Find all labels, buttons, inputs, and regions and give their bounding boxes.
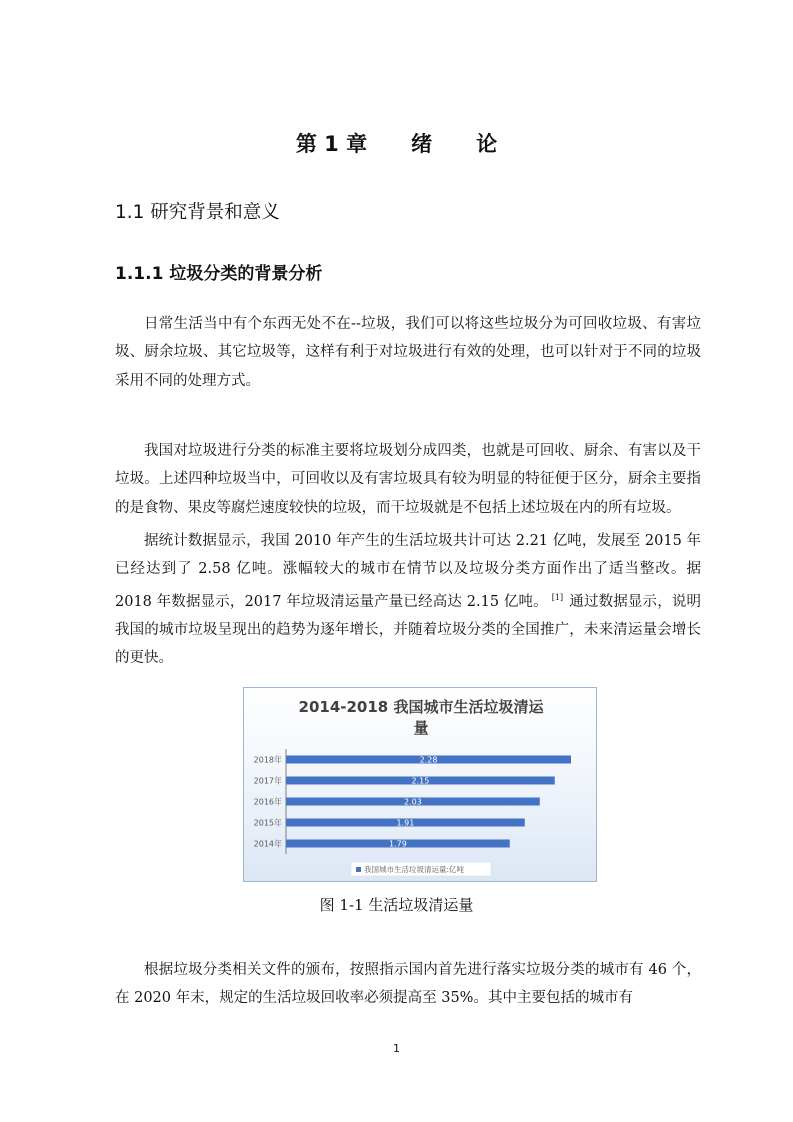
chapter-title bbox=[0, 128, 793, 158]
data-label-2018年: 2.28 bbox=[419, 755, 438, 765]
paragraph-3-text-a: 据统计数据显示，我国 2010 年产生的生活垃圾共计可达 2.21 亿吨，发展至 2015 年已经达到了 2.58 亿吨。涨幅较大的城市在情节以及垃圾分类方面作出了适当整改。据 2018 年数据显示，2017 年垃圾清运量产量已经高达 2.15 亿吨。 bbox=[115, 533, 701, 610]
bar-chart bbox=[244, 688, 598, 883]
data-label-2016年: 2.03 bbox=[403, 797, 422, 807]
paragraph-3 bbox=[115, 527, 701, 672]
data-label-2014年: 1.79 bbox=[388, 839, 407, 849]
citation-ref[interactable]: [1] bbox=[551, 592, 564, 602]
page-number: 1 bbox=[393, 1042, 400, 1055]
legend-swatch bbox=[356, 867, 361, 872]
paragraph-2: 我国对垃圾进行分类的标准主要将垃圾划分成四类，也就是可回收、厨余、有害以及干垃圾。上述四种垃圾当中，可回收以及有害垃圾具有较为明显的特征便于区分，厨余主要指的是食物、果皮等腐烂速度较快的垃圾，而干垃圾就是不包括上述垃圾在内的所有垃圾。 bbox=[115, 443, 701, 516]
data-label-2017年: 2.15 bbox=[411, 776, 430, 786]
chapter-number: 第 1 章 bbox=[295, 132, 368, 156]
tick-label-2016年: 2016年 bbox=[253, 797, 282, 807]
paragraph-1: 日常生活当中有个东西无处不在--垃圾，我们可以将这些垃圾分为可回收垃圾、有害垃圾、厨余垃圾、其它垃圾等，这样有利于对垃圾进行有效的处理，也可以针对于不同的垃圾采用不同的处理方式。 bbox=[115, 316, 701, 389]
chart-container bbox=[243, 687, 597, 882]
figure-caption: 图 1-1 生活垃圾清运量 bbox=[319, 896, 474, 914]
chapter-title-part-a: 绪 bbox=[411, 132, 433, 156]
chart-title-line-1: 2014-2018 我国城市生活垃圾清运 bbox=[298, 698, 544, 716]
paragraph-4: 根据垃圾分类相关文件的颁布，按照指示国内首先进行落实垃圾分类的城市有 46 个，在 2020 年末，规定的生活垃圾回收率必须提高至 35%。其中主要包括的城市有 bbox=[115, 962, 701, 1007]
chapter-title-part-b: 论 bbox=[476, 132, 498, 156]
legend-label: 我国城市生活垃圾清运量:亿吨 bbox=[364, 865, 465, 874]
paragraph-3-text-b: 通过数据显示，说明我国的城市垃圾呈现出的趋势为逐年增长，并随着垃圾分类的全国推广，未来清运量会增长的更快。 bbox=[115, 593, 701, 667]
tick-label-2014年: 2014年 bbox=[253, 839, 282, 849]
section-heading: 1.1 研究背景和意义 bbox=[115, 202, 280, 223]
data-label-2015年: 1.91 bbox=[396, 818, 415, 828]
tick-label-2017年: 2017年 bbox=[253, 776, 282, 786]
chart-title-line-2: 量 bbox=[413, 719, 429, 737]
tick-label-2015年: 2015年 bbox=[253, 818, 282, 828]
tick-label-2018年: 2018年 bbox=[253, 755, 282, 765]
subsection-heading: 1.1.1 垃圾分类的背景分析 bbox=[115, 264, 323, 284]
